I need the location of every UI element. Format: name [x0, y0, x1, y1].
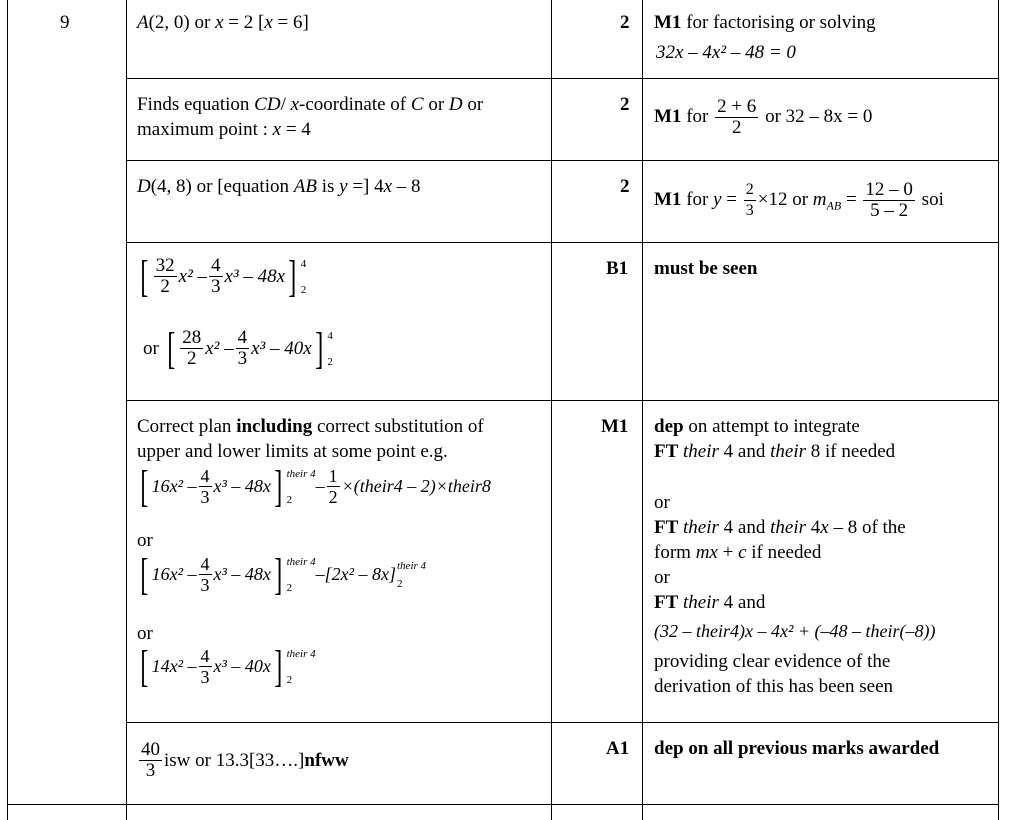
integration-limits	[327, 330, 333, 368]
guidance-text: for	[681, 188, 714, 210]
fraction	[236, 328, 250, 369]
answer-text: – 8	[392, 176, 421, 197]
bracket-close: ]	[288, 251, 297, 301]
answer-text: correct substitution of	[312, 416, 484, 437]
guidance-row-1-eq: 32x – 4x² – 48 = 0	[656, 42, 796, 63]
row-divider	[126, 400, 999, 401]
answer-text: x	[290, 94, 300, 115]
answer-text: x	[215, 12, 224, 33]
guidance-bold: M1	[654, 105, 682, 127]
table-border-left	[7, 0, 8, 820]
answer-row-5-line2: upper and lower limits at some point e.g.	[137, 441, 448, 462]
guidance-row-5-l2	[654, 439, 895, 464]
answer-text: x	[383, 176, 393, 197]
guidance-text: 4 and	[718, 592, 766, 613]
upper-limit: their 4	[286, 467, 316, 480]
answer-text: D	[137, 176, 151, 197]
answer-row-5-expr1	[137, 461, 491, 511]
expression-text: x³ – 40x	[213, 656, 271, 676]
guidance-text: soi	[916, 188, 944, 210]
guidance-text: 4 and	[718, 441, 771, 462]
marks-row-3: 2	[620, 176, 630, 197]
guidance-text: c	[738, 542, 747, 563]
guidance-row-5-l9: providing clear evidence of the	[654, 651, 891, 672]
marks-row-4: B1	[606, 258, 629, 279]
guidance-row-3	[654, 180, 944, 221]
answer-text: AB	[293, 176, 317, 197]
lower-limit: 2	[327, 355, 333, 368]
answer-text: y	[339, 176, 348, 197]
answer-row-6	[137, 740, 349, 781]
guidance-row-5-l6: or	[654, 567, 670, 588]
guidance-bold: FT	[654, 441, 679, 462]
fraction-numerator: 28	[182, 327, 202, 348]
answer-text: Correct plan	[137, 416, 237, 437]
answer-row-5-expr3	[137, 641, 316, 691]
guidance-bold: FT	[654, 592, 679, 613]
fraction	[199, 646, 212, 687]
guidance-row-2	[654, 97, 872, 138]
bracket-close: ]	[314, 323, 324, 373]
lower-limit: 2	[286, 581, 293, 594]
upper-limit: 4	[327, 329, 333, 342]
fraction-denominator: 3	[200, 487, 210, 507]
guidance-row-5-l1	[654, 414, 860, 439]
guidance-row-5-l3: or	[654, 492, 670, 513]
fraction-numerator: 4	[211, 255, 221, 276]
fraction-numerator: 4	[200, 466, 210, 486]
upper-limit: their 4	[397, 559, 427, 572]
guidance-text: ×12 or	[757, 188, 813, 210]
answer-text: isw or 13.3[33….]	[164, 749, 305, 771]
bracket-open: [	[140, 251, 149, 301]
guidance-text: their	[683, 592, 719, 613]
guidance-text: 4	[806, 517, 821, 538]
guidance-text: mx	[695, 542, 718, 563]
answer-text-bold: nfww	[304, 749, 349, 771]
expression-text: x² –	[178, 265, 208, 287]
integration-limits	[397, 560, 426, 590]
integration-limits	[301, 258, 307, 296]
guidance-row-4	[654, 256, 757, 281]
marks-row-5: M1	[601, 416, 629, 437]
answer-row-5-expr2	[137, 549, 427, 599]
fraction	[199, 554, 212, 595]
guidance-text: =	[841, 188, 862, 210]
bracket-open: [	[166, 323, 175, 373]
fraction	[199, 466, 212, 507]
fraction-numerator: 4	[200, 646, 210, 666]
or-label: or	[143, 337, 159, 359]
fraction-denominator: 3	[145, 760, 156, 781]
guidance-text: +	[717, 542, 739, 563]
guidance-text: – 8 of the	[828, 517, 906, 538]
answer-row-1	[137, 10, 309, 35]
answer-row-5-or1: or	[137, 530, 153, 551]
answer-text: A	[137, 12, 149, 33]
fraction-denominator: 2	[328, 487, 338, 507]
guidance-text: if needed	[746, 542, 822, 563]
answer-text: C	[410, 94, 424, 115]
fraction	[744, 180, 756, 221]
fraction-numerator: 4	[237, 327, 248, 348]
guidance-row-5-l7	[654, 590, 765, 615]
guidance-text: their	[770, 517, 806, 538]
guidance-text: y	[713, 188, 722, 210]
row-divider	[126, 722, 999, 723]
answer-row-3	[137, 174, 421, 199]
fraction	[715, 97, 758, 138]
table-divider-answer	[551, 0, 552, 820]
lower-limit: 2	[397, 577, 403, 590]
guidance-text: their	[683, 517, 719, 538]
answer-text: D	[448, 94, 463, 115]
fraction-denominator: 2	[160, 276, 170, 297]
guidance-text: 8 if needed	[806, 441, 896, 462]
guidance-text: 4 and	[718, 517, 771, 538]
answer-text: -coordinate of	[299, 94, 411, 115]
answer-text: /	[280, 94, 291, 115]
answer-text: = 6]	[272, 12, 309, 33]
bracket-close: ]	[274, 461, 283, 511]
fraction-denominator: 3	[745, 202, 754, 219]
fraction-denominator: 3	[237, 348, 248, 369]
answer-row-5-or2: or	[137, 623, 153, 644]
lower-limit: 2	[300, 283, 307, 296]
guidance-text: for factorising or solving	[681, 12, 876, 33]
answer-row-4-expr1	[137, 251, 307, 301]
expression-text: –	[315, 476, 325, 496]
bracket-open: [	[140, 461, 149, 511]
fraction	[863, 180, 915, 221]
answer-row-2-line1	[137, 92, 483, 117]
fraction	[180, 328, 203, 369]
lower-limit: 2	[286, 673, 293, 686]
answer-text: Finds equation	[137, 94, 255, 115]
fraction	[154, 256, 177, 297]
guidance-row-5-l10: derivation of this has been seen	[654, 676, 894, 697]
marks-row-1: 2	[620, 12, 630, 33]
expression-text: x³ – 48x	[213, 564, 271, 584]
integration-limits	[287, 468, 316, 506]
fraction-denominator: 2	[186, 348, 197, 369]
upper-limit: their 4	[286, 647, 316, 660]
expression-text: x² –	[205, 337, 234, 359]
answer-text: or	[462, 94, 484, 115]
fraction-numerator: 4	[200, 554, 210, 574]
expression-text: 16x² –	[151, 476, 197, 496]
fraction	[139, 740, 162, 781]
bracket-close: ]	[274, 641, 283, 691]
fraction-denominator: 3	[200, 667, 210, 687]
guidance-text: m	[812, 188, 827, 210]
guidance-bold: must be seen	[654, 258, 758, 279]
guidance-text: =	[721, 188, 742, 210]
expression-text: x³ – 40x	[251, 337, 312, 359]
answer-row-2-line2	[137, 117, 311, 142]
fraction-numerator: 2	[744, 180, 756, 201]
row-divider	[7, 804, 999, 805]
guidance-row-5-l8: (32 – their4)x – 4x² + (–48 – their(–8))	[654, 621, 936, 641]
answer-text: CD	[254, 94, 281, 115]
integration-limits	[287, 556, 316, 594]
question-number: 9	[60, 12, 70, 33]
expression-text: x³ – 48x	[213, 476, 271, 496]
guidance-row-6: dep on all previous marks awarded	[654, 738, 940, 759]
fraction-denominator: 3	[211, 276, 221, 297]
answer-text: =] 4	[347, 176, 384, 197]
row-divider	[126, 78, 999, 79]
expression-text: ×(their4 – 2)×their8	[341, 476, 491, 496]
upper-limit: their 4	[286, 555, 316, 568]
answer-text: or	[423, 94, 449, 115]
guidance-subscript: AB	[826, 198, 842, 213]
answer-text: x	[264, 12, 273, 33]
answer-text: is	[316, 176, 340, 197]
fraction-denominator: 2	[731, 117, 742, 138]
guidance-text: x	[820, 517, 829, 538]
guidance-bold: M1	[654, 188, 682, 210]
expression-text: x³ – 48x	[224, 265, 286, 287]
fraction-numerator: 40	[141, 739, 160, 760]
bracket-close: ]	[274, 549, 283, 599]
bracket-open: [	[140, 549, 149, 599]
guidance-row-5-l4	[654, 515, 906, 540]
guidance-text: their	[770, 441, 806, 462]
guidance-text: for	[681, 105, 709, 127]
answer-text-bold: including	[236, 416, 313, 437]
upper-limit: 4	[300, 257, 307, 270]
fraction	[209, 256, 223, 297]
answer-text: = 4	[281, 119, 311, 140]
fraction-numerator: 1	[328, 466, 338, 486]
guidance-text: or 32 – 8x = 0	[765, 105, 873, 127]
guidance-row-5-l5	[654, 540, 821, 565]
guidance-bold: M1	[654, 12, 682, 33]
table-border-right	[998, 0, 999, 820]
table-divider-question	[126, 0, 127, 820]
bracket-open: [	[140, 641, 149, 691]
guidance-bold: FT	[654, 517, 679, 538]
answer-row-5-line1	[137, 414, 484, 439]
row-divider	[126, 242, 999, 243]
guidance-text: form	[654, 542, 696, 563]
guidance-bold: dep	[654, 416, 684, 437]
answer-text: = 2 [	[223, 12, 265, 33]
lower-limit: 2	[286, 493, 293, 506]
expression-text: 14x² –	[151, 656, 197, 676]
fraction-numerator: 2 + 6	[717, 96, 757, 117]
marks-row-6: A1	[606, 738, 630, 759]
row-divider	[126, 160, 999, 161]
answer-text: maximum point :	[137, 119, 273, 140]
answer-text: x	[272, 119, 282, 140]
expression-text: 16x² –	[151, 564, 197, 584]
answer-text: (2, 0) or	[148, 12, 216, 33]
fraction	[327, 466, 340, 507]
fraction-denominator: 5 – 2	[870, 200, 909, 221]
table-divider-marks	[642, 0, 643, 820]
fraction-numerator: 32	[155, 255, 175, 276]
guidance-row-1	[654, 10, 876, 35]
integration-limits	[287, 648, 316, 686]
marks-row-2: 2	[620, 94, 630, 115]
expression-text: –[2x² – 8x]	[315, 564, 396, 584]
fraction-numerator: 12 – 0	[865, 179, 913, 200]
guidance-text: their	[683, 441, 719, 462]
guidance-text: on attempt to integrate	[683, 416, 860, 437]
fraction-denominator: 3	[200, 575, 210, 595]
answer-row-4-expr2	[143, 323, 333, 373]
answer-text: (4, 8) or [equation	[150, 176, 294, 197]
